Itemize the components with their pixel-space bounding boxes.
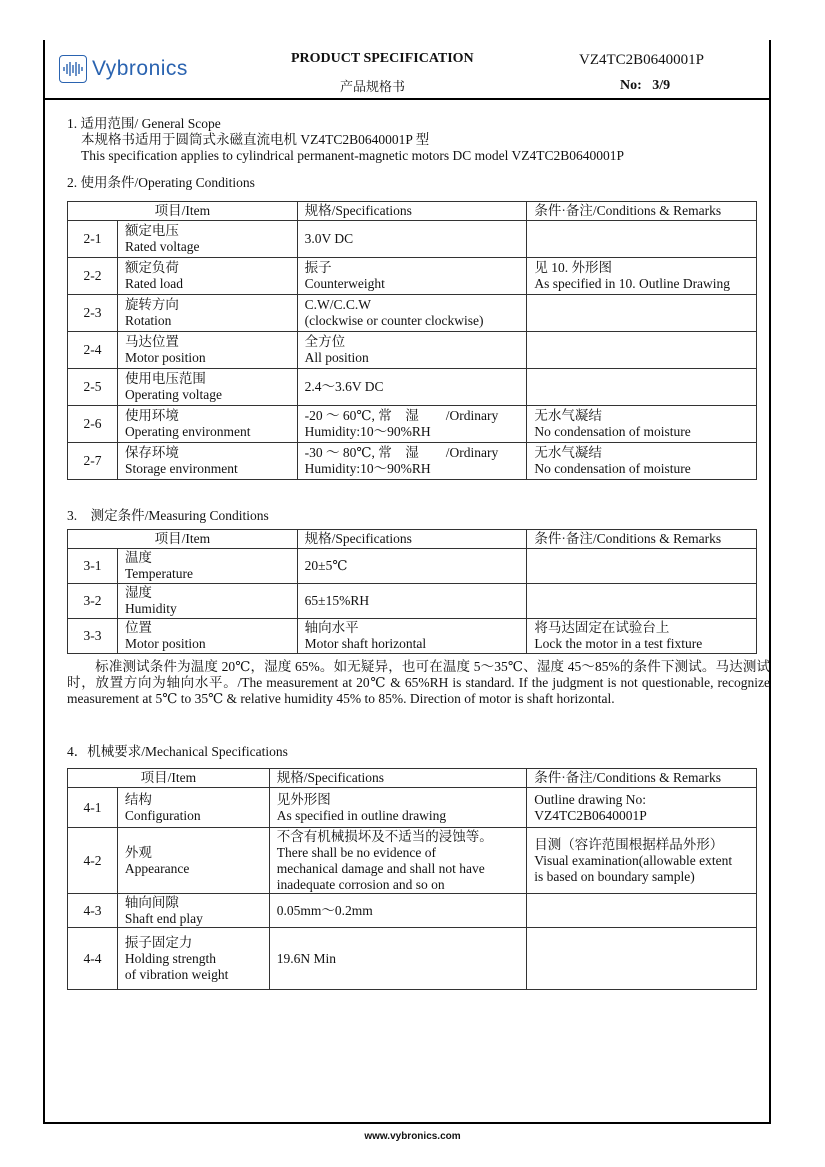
section-heading: 3. 测定条件/Measuring Conditions [67, 508, 269, 523]
remarks-cell-line: Lock the motor in a test fixture [534, 636, 703, 651]
remarks-cell-line: 将马达固定在试验台上 [534, 620, 670, 635]
item-cell [117, 894, 269, 928]
row-number [68, 894, 118, 928]
document-title: PRODUCT SPECIFICATION [291, 51, 474, 66]
row-number [68, 258, 118, 295]
table-row [68, 258, 757, 295]
spec-cell-line: C.W/C.C.W [304, 297, 372, 312]
remarks-cell [527, 928, 757, 990]
column-header-specifications: 规格/Specifications [297, 202, 527, 221]
spec-cell-line: (clockwise or counter clockwise) [304, 313, 484, 328]
row-number-line: 2-5 [83, 379, 102, 394]
item-cell [117, 221, 297, 258]
item-cell [117, 332, 297, 369]
item-cell-line: 旋转方向 [124, 297, 179, 312]
item-cell [117, 788, 269, 828]
spec-cell [297, 584, 527, 619]
item-cell-line: 湿度 [124, 585, 152, 600]
spec-cell [297, 295, 527, 332]
row-number-line: 3-3 [83, 628, 102, 643]
spec-cell [297, 443, 527, 480]
row-number [68, 369, 118, 406]
item-cell-line: 轴向间隙 [124, 894, 179, 910]
spec-cell-line: Motor shaft horizontal [304, 636, 427, 651]
spec-cell-line: 19.6N Min [276, 950, 336, 966]
spec-cell [297, 619, 527, 654]
logo-wordmark: Vybronics [92, 57, 188, 80]
item-cell [117, 406, 297, 443]
table-row [68, 406, 757, 443]
spec-cell [297, 369, 527, 406]
spec-cell-line: 65±15%RH [304, 593, 370, 608]
scope-line-en: This specification applies to cylindrical permanent-magnetic motors DC model VZ4TC2B0640001P [81, 148, 625, 163]
item-cell [117, 369, 297, 406]
item-cell-line: 外观 [124, 844, 152, 860]
item-cell [117, 619, 297, 654]
spec-cell [269, 894, 527, 928]
remarks-cell [527, 221, 757, 258]
row-number-line: 2-2 [83, 268, 102, 283]
spec-cell [297, 549, 527, 584]
item-cell [117, 828, 269, 894]
page-number: No: 3/9 [620, 78, 671, 93]
row-number-line: 2-6 [83, 416, 102, 431]
item-cell-line: Operating voltage [124, 387, 223, 402]
table-row [68, 788, 757, 828]
column-header-remarks: 条件·备注/Conditions & Remarks [527, 202, 757, 221]
table-row [68, 443, 757, 480]
item-cell [117, 549, 297, 584]
row-number [68, 406, 118, 443]
row-number-line: 2-4 [83, 342, 102, 357]
row-number [68, 549, 118, 584]
spec-cell-line: There shall be no evidence of [276, 844, 437, 860]
row-number [68, 584, 118, 619]
item-cell-line: 结构 [124, 791, 152, 807]
spec-cell-line: 20±5℃ [304, 558, 348, 573]
item-cell [117, 584, 297, 619]
item-cell-line: Storage environment [124, 461, 238, 476]
item-cell-line: Rated load [124, 276, 184, 291]
operating-conditions-table [67, 201, 757, 480]
document-header [43, 40, 771, 100]
remarks-cell [527, 443, 757, 480]
item-cell-line: 保存环境 [124, 445, 179, 460]
remarks-cell-line: No condensation of moisture [534, 461, 691, 476]
table-row [68, 828, 757, 894]
remarks-cell [527, 828, 757, 894]
item-cell-line: 额定负荷 [124, 260, 179, 275]
remarks-cell-line: Outline drawing No: [534, 791, 646, 807]
item-cell-line: Operating environment [124, 424, 251, 439]
item-cell-line: Rated voltage [124, 239, 200, 254]
model-number: VZ4TC2B0640001P [579, 52, 705, 68]
item-cell [117, 443, 297, 480]
spec-cell [269, 788, 527, 828]
column-header-remarks: 条件·备注/Conditions & Remarks [527, 530, 757, 549]
row-number-line: 4-2 [83, 852, 102, 868]
spec-cell-line: 2.4～3.6V DC [304, 379, 384, 394]
item-cell-line: 马达位置 [124, 334, 179, 349]
table-row [68, 928, 757, 990]
item-cell-line: 使用环境 [124, 408, 179, 423]
spec-cell-line: 全方位 [304, 334, 346, 349]
remarks-cell-line: 无水气凝结 [534, 408, 602, 423]
table-row [68, 369, 757, 406]
item-cell-line: Motor position [124, 636, 206, 651]
remarks-cell [527, 584, 757, 619]
vybronics-logo-icon [59, 55, 87, 83]
item-cell [117, 295, 297, 332]
item-cell-line: Motor position [124, 350, 206, 365]
item-cell-line: 位置 [124, 620, 152, 635]
item-cell [117, 928, 269, 990]
spec-cell-line: As specified in outline drawing [276, 807, 447, 823]
general-scope-section [67, 116, 624, 164]
row-number [68, 828, 118, 894]
measuring-conditions-table [67, 529, 757, 654]
item-cell-line: 额定电压 [124, 223, 179, 238]
remarks-cell-line: Visual examination(allowable extent [534, 852, 733, 868]
spec-cell-line: All position [304, 350, 369, 365]
remarks-cell-line: As specified in 10. Outline Drawing [534, 276, 731, 291]
column-header-specifications: 规格/Specifications [297, 530, 527, 549]
row-number-line: 4-3 [83, 902, 102, 918]
section-heading: 4．机械要求/Mechanical Specifications [67, 744, 288, 759]
item-cell-line: 振子固定力 [124, 934, 193, 950]
scope-line-cn: 本规格书适用于圆筒式永磁直流电机 VZ4TC2B0640001P 型 [81, 132, 430, 147]
spec-cell-line: mechanical damage and shall not have [276, 860, 485, 876]
spec-cell-line: Humidity:10～90%RH [304, 461, 431, 476]
spec-cell-line: -20 ～ 60℃, 常 湿 /Ordinary [304, 408, 499, 423]
item-cell-line: Shaft end play [124, 910, 203, 926]
table-row [68, 894, 757, 928]
spec-cell [297, 332, 527, 369]
remarks-cell [527, 894, 757, 928]
row-number-line: 2-7 [83, 453, 102, 468]
remarks-cell [527, 369, 757, 406]
section-heading: 1. 适用范围/ General Scope [67, 116, 221, 131]
table-row [68, 549, 757, 584]
row-number [68, 443, 118, 480]
item-cell-line: 使用电压范围 [124, 371, 206, 386]
spec-cell-line: 3.0V DC [304, 231, 354, 246]
column-header-specifications: 规格/Specifications [269, 769, 527, 788]
row-number-line: 2-3 [83, 305, 102, 320]
remarks-cell [527, 619, 757, 654]
item-cell [117, 258, 297, 295]
table-row [68, 584, 757, 619]
section-heading: 2. 使用条件/Operating Conditions [67, 175, 255, 190]
spec-cell-line: Counterweight [304, 276, 385, 291]
remarks-cell [527, 406, 757, 443]
item-cell-line: Temperature [124, 566, 193, 581]
item-cell-line: Appearance [124, 860, 190, 876]
remarks-cell [527, 788, 757, 828]
footer-website: www.vybronics.com [364, 1131, 461, 1142]
row-number [68, 619, 118, 654]
mechanical-specifications-table [67, 768, 757, 990]
table-row [68, 295, 757, 332]
item-cell-line: Rotation [124, 313, 172, 328]
table-row [68, 619, 757, 654]
company-logo [59, 54, 188, 84]
spec-cell-line: 不含有机械损坏及不适当的浸蚀等。 [276, 828, 493, 844]
table-row [68, 332, 757, 369]
column-header-item: 项目/Item [68, 769, 270, 788]
row-number-line: 3-2 [83, 593, 102, 608]
spec-cell [297, 258, 527, 295]
table-row [68, 221, 757, 258]
row-number [68, 295, 118, 332]
spec-cell-line: 振子 [304, 260, 332, 275]
row-number [68, 788, 118, 828]
spec-cell-line: Humidity:10～90%RH [304, 424, 431, 439]
remarks-cell [527, 549, 757, 584]
spec-cell-line: -30 ～ 80℃, 常 湿 /Ordinary [304, 445, 499, 460]
item-cell-line: Configuration [124, 807, 201, 823]
row-number-line: 4-4 [83, 950, 102, 966]
row-number [68, 221, 118, 258]
row-number-line: 2-1 [83, 231, 102, 246]
remarks-cell-line: 无水气凝结 [534, 445, 602, 460]
item-cell-line: 温度 [124, 550, 152, 565]
remarks-cell-line: VZ4TC2B0640001P [534, 807, 647, 823]
remarks-cell [527, 258, 757, 295]
row-number-line: 3-1 [83, 558, 102, 573]
row-number-line: 4-1 [83, 799, 102, 815]
document-title-cn: 产品规格书 [340, 79, 406, 94]
remarks-cell [527, 332, 757, 369]
column-header-item: 项目/Item [68, 530, 298, 549]
remarks-cell-line: 目测（容许范围根据样品外形） [534, 836, 724, 852]
remarks-cell [527, 295, 757, 332]
item-cell-line: of vibration weight [124, 966, 229, 982]
spec-cell-line: 0.05mm～0.2mm [276, 902, 373, 918]
column-header-item: 项目/Item [68, 202, 298, 221]
spec-cell [269, 928, 527, 990]
remarks-cell-line: No condensation of moisture [534, 424, 691, 439]
spec-cell-line: inadequate corrosion and so on [276, 876, 445, 892]
spec-cell [297, 221, 527, 258]
row-number [68, 928, 118, 990]
spec-cell-line: 见外形图 [276, 791, 331, 807]
row-number [68, 332, 118, 369]
spec-cell [297, 406, 527, 443]
column-header-remarks: 条件·备注/Conditions & Remarks [527, 769, 757, 788]
remarks-cell-line: 见 10. 外形图 [534, 260, 612, 275]
remarks-cell-line: is based on boundary sample) [534, 868, 695, 884]
spec-cell [269, 828, 527, 894]
item-cell-line: Holding strength [124, 950, 217, 966]
item-cell-line: Humidity [124, 601, 177, 616]
measurement-note: 标准测试条件为温度 20℃，湿度 65%。如无疑异，也可在温度 5～35℃、湿度 45～85%的条件下测试。马达测试时，放置方向为轴向水平。/The measurement at 20℃ & 65%RH is standard. If the judgment is not questionable, recognize measurement at 5℃ to 35℃ & relative humidity 45% to 85%. Direction of motor is shaft horizontal. [67, 659, 770, 706]
spec-cell-line: 轴向水平 [304, 620, 359, 635]
